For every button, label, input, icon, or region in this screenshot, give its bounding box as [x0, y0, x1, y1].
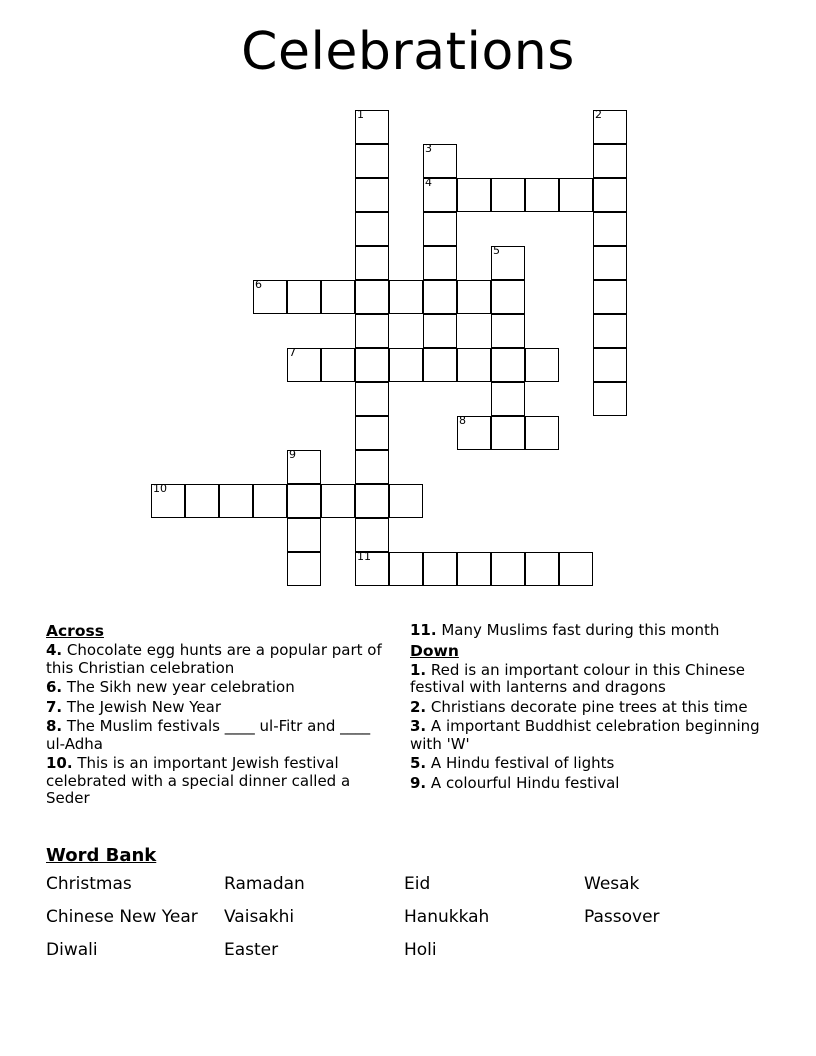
- word-bank-empty: [584, 939, 764, 961]
- grid-cell[interactable]: [491, 178, 525, 212]
- word-bank-word[interactable]: Ramadan: [224, 874, 305, 894]
- grid-cell[interactable]: [423, 246, 457, 280]
- grid-cell-number: 9: [289, 448, 296, 461]
- grid-cell[interactable]: [355, 280, 389, 314]
- grid-cell[interactable]: [457, 348, 491, 382]
- grid-cell[interactable]: [491, 280, 525, 314]
- grid-cell-numbered-6[interactable]: [253, 280, 287, 314]
- clue-text: A important Buddhist celebration beginning with 'W': [410, 717, 760, 753]
- clue-text: This is an important Jewish festival celebrated with a special dinner called a Seder: [46, 754, 351, 807]
- grid-cell[interactable]: [525, 552, 559, 586]
- clue-number: 5.: [410, 754, 427, 772]
- grid-cell-numbered-8[interactable]: [457, 416, 491, 450]
- grid-cell-numbered-7[interactable]: [287, 348, 321, 382]
- grid-cell-numbered-11[interactable]: [355, 552, 389, 586]
- clue-down-3: [410, 718, 760, 753]
- grid-cell[interactable]: [287, 484, 321, 518]
- across-clue-overflow: [410, 622, 760, 640]
- grid-cell[interactable]: [593, 280, 627, 314]
- grid-cell-number: 2: [595, 108, 602, 121]
- clues-column-left: [46, 622, 386, 810]
- clue-number: 9.: [410, 773, 427, 792]
- grid-cell[interactable]: [355, 314, 389, 348]
- grid-cell[interactable]: [423, 212, 457, 246]
- word-bank-word[interactable]: Easter: [224, 940, 279, 960]
- clue-across-4: [46, 642, 386, 677]
- grid-cell[interactable]: [355, 246, 389, 280]
- across-heading: Across: [46, 622, 104, 640]
- grid-cell[interactable]: [491, 382, 525, 416]
- grid-cell-numbered-5[interactable]: [491, 246, 525, 280]
- word-bank-section: [46, 845, 786, 961]
- word-bank-word[interactable]: Diwali: [46, 940, 98, 960]
- grid-cell[interactable]: [219, 484, 253, 518]
- down-heading: Down: [410, 641, 459, 660]
- grid-cell-number: 6: [255, 278, 262, 291]
- grid-cell[interactable]: [355, 450, 389, 484]
- clue-number: 11.: [410, 621, 437, 639]
- grid-cell[interactable]: [355, 348, 389, 382]
- word-bank-word[interactable]: Passover: [584, 907, 660, 927]
- clue-down-1: [410, 662, 760, 697]
- grid-cell[interactable]: [593, 246, 627, 280]
- grid-cell[interactable]: [253, 484, 287, 518]
- grid-cell[interactable]: [491, 348, 525, 382]
- word-bank-word[interactable]: Holi: [404, 940, 437, 960]
- grid-cell[interactable]: [457, 280, 491, 314]
- grid-cell-number: 5: [493, 244, 500, 257]
- clue-text: The Jewish New Year: [62, 697, 221, 716]
- grid-cell[interactable]: [593, 178, 627, 212]
- grid-cell-numbered-4[interactable]: [423, 178, 457, 212]
- grid-cell-number: 10: [153, 482, 167, 495]
- grid-cell[interactable]: [423, 314, 457, 348]
- grid-cell[interactable]: [355, 178, 389, 212]
- word-bank-word[interactable]: Christmas: [46, 874, 132, 894]
- clue-text: Many Muslims fast during this month: [436, 621, 720, 639]
- clues-section: [0, 622, 816, 837]
- clue-number: 8.: [46, 717, 63, 735]
- grid-cell[interactable]: [593, 314, 627, 348]
- word-bank-word[interactable]: Eid: [404, 874, 431, 894]
- clue-across-6: [46, 679, 386, 697]
- grid-cell[interactable]: [559, 552, 593, 586]
- grid-cell[interactable]: [355, 144, 389, 178]
- clue-text: A Hindu festival of lights: [426, 754, 615, 772]
- clue-down-2: [410, 699, 760, 717]
- clue-across-8: [46, 718, 386, 753]
- clue-down-5: [410, 755, 760, 773]
- grid-cell[interactable]: [457, 552, 491, 586]
- grid-cell-number: 11: [357, 550, 371, 563]
- word-bank-word[interactable]: Wesak: [584, 874, 640, 894]
- grid-cell[interactable]: [593, 382, 627, 416]
- clue-text: Red is an important colour in this Chinese festival with lanterns and dragons: [410, 660, 745, 696]
- grid-cell[interactable]: [389, 552, 423, 586]
- word-bank-word[interactable]: Hanukkah: [404, 907, 490, 927]
- grid-cell-number: 4: [425, 176, 432, 189]
- grid-cell-numbered-10[interactable]: [151, 484, 185, 518]
- grid-cell[interactable]: [389, 280, 423, 314]
- grid-cell[interactable]: [525, 416, 559, 450]
- clue-across-10: [46, 755, 386, 808]
- grid-cell-number: 7: [289, 346, 296, 359]
- clue-text: A colourful Hindu festival: [426, 773, 620, 792]
- grid-cell[interactable]: [491, 416, 525, 450]
- grid-cell-number: 1: [357, 108, 364, 121]
- clue-number: 2.: [410, 697, 427, 716]
- word-bank-word[interactable]: Vaisakhi: [224, 907, 295, 927]
- word-bank-word[interactable]: Chinese New Year: [46, 907, 198, 927]
- grid-cell[interactable]: [525, 178, 559, 212]
- clue-text: Chocolate egg hunts are a popular part of this Christian celebration: [46, 641, 382, 677]
- grid-cell[interactable]: [593, 348, 627, 382]
- grid-cell[interactable]: [423, 280, 457, 314]
- clue-number: 10.: [46, 754, 73, 772]
- grid-cell[interactable]: [593, 212, 627, 246]
- grid-cell[interactable]: [559, 178, 593, 212]
- word-bank-grid: [46, 873, 786, 961]
- grid-cell-numbered-2[interactable]: [593, 110, 627, 144]
- grid-cell[interactable]: [287, 518, 321, 552]
- word-bank-title: Word Bank: [46, 845, 157, 866]
- down-clue-list: [410, 662, 760, 793]
- grid-cell[interactable]: [423, 552, 457, 586]
- grid-cell[interactable]: [355, 382, 389, 416]
- grid-cell-numbered-9[interactable]: [287, 450, 321, 484]
- grid-cell[interactable]: [389, 348, 423, 382]
- grid-cell-number: 3: [425, 142, 432, 155]
- grid-cell[interactable]: [491, 552, 525, 586]
- grid-cell[interactable]: [355, 484, 389, 518]
- clue-text: The Muslim festivals ____ ul-Fitr and ____ ul-Adha: [46, 717, 371, 753]
- grid-cell[interactable]: [355, 416, 389, 450]
- grid-cell[interactable]: [321, 348, 355, 382]
- clue-number: 4.: [46, 641, 63, 659]
- clue-across-7: [46, 699, 386, 717]
- grid-cell[interactable]: [355, 518, 389, 552]
- clue-number: 3.: [410, 717, 427, 735]
- grid-cell[interactable]: [389, 484, 423, 518]
- clue-number: 7.: [46, 697, 63, 716]
- grid-cell[interactable]: [321, 280, 355, 314]
- page-title: Celebrations: [241, 22, 575, 82]
- clues-column-right: [410, 622, 760, 794]
- grid-cell-number: 8: [459, 414, 466, 427]
- grid-cell-numbered-1[interactable]: [355, 110, 389, 144]
- grid-cell[interactable]: [423, 348, 457, 382]
- grid-cell[interactable]: [457, 178, 491, 212]
- clue-down-9: [410, 775, 760, 793]
- across-clue-list: [46, 642, 386, 808]
- clue-number: 1.: [410, 660, 427, 679]
- grid-cell[interactable]: [185, 484, 219, 518]
- grid-cell[interactable]: [321, 484, 355, 518]
- grid-cell[interactable]: [491, 314, 525, 348]
- clue-text: The Sikh new year celebration: [62, 678, 295, 696]
- grid-cell-numbered-3[interactable]: [423, 144, 457, 178]
- grid-cell[interactable]: [287, 552, 321, 586]
- grid-cell[interactable]: [287, 280, 321, 314]
- grid-cell[interactable]: [593, 144, 627, 178]
- grid-cell[interactable]: [525, 348, 559, 382]
- clue-number: 6.: [46, 678, 63, 696]
- clue-across-11: [410, 622, 760, 640]
- clue-text: Christians decorate pine trees at this time: [426, 697, 748, 716]
- grid-cell[interactable]: [355, 212, 389, 246]
